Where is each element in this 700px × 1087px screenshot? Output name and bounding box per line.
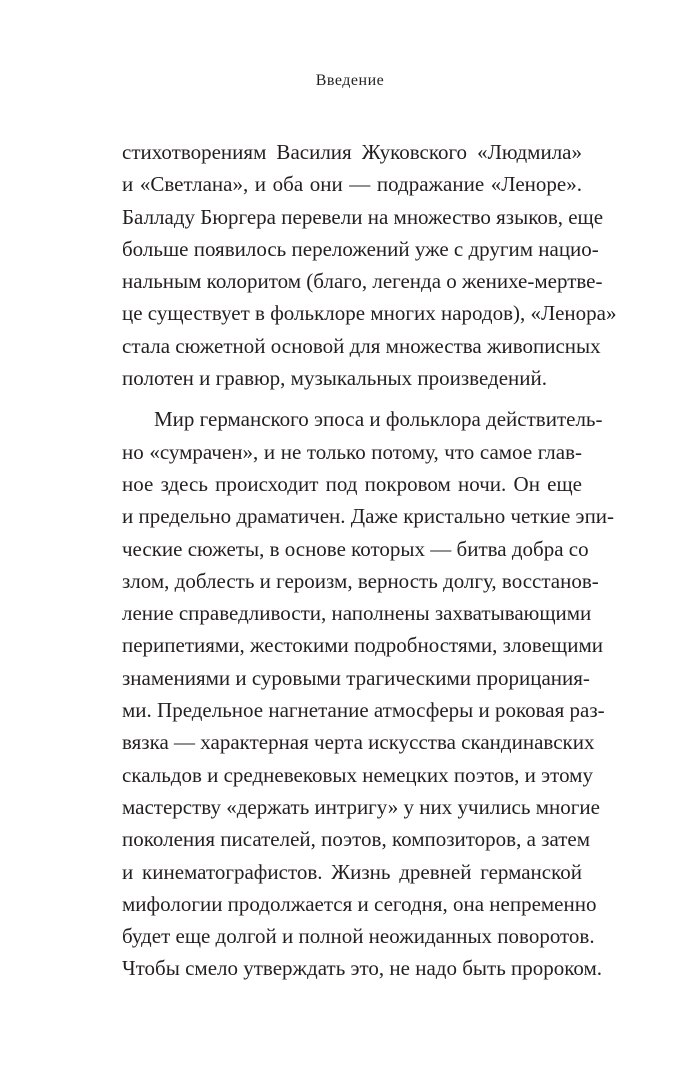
text-line: це существует в фольклоре многих народов), «Ленора» [122,301,617,326]
running-header: Введение [315,72,385,89]
text-line: ное здесь происходит под покровом ночи. Он еще [122,471,582,496]
text-line: полотен и гравюр, музыкальных произведений. [122,366,547,391]
text-line: вязка — характерная черта искусства скандинавских [122,730,595,755]
text-line: будет еще долгой и полной неожиданных поворотов. [122,924,595,949]
text-line: Мир германского эпоса и фольклора действитель- [154,407,603,432]
paragraph-2 [122,403,615,984]
text-line: перипетиями, жестокими подробностями, зловещими [122,633,603,658]
body-text [122,136,617,985]
text-line: знамениями и суровыми трагическими прорицания- [122,665,590,690]
text-line: больше появилось переложений уже с другим нацио- [122,236,599,261]
text-line: стихотворениям Василия Жуковского «Людмила» [122,140,582,164]
text-line: и кинематографистов. Жизнь древней германской [122,859,582,884]
text-line: ми. Предельное нагнетание атмосферы и роковая раз- [122,698,605,723]
text-line: Балладу Бюргера перевели на множество языков, еще [122,204,604,229]
text-line: мифологии продолжается и сегодня, она непременно [122,891,597,916]
text-line: нальным колоритом (благо, легенда о женихе-мертве- [122,269,603,294]
paragraph-spacer [122,394,582,403]
text-line: и предельно драматичен. Даже кристально четкие эпи- [122,504,615,529]
text-line: злом, доблесть и героизм, верность долгу, восстанов- [122,568,599,593]
text-line: но «сумрачен», и не только потому, что самое глав- [122,439,582,464]
text-line: ление справедливости, наполнены захватывающими [122,601,592,626]
text-line: скальдов и средневековых немецких поэтов, и этому [122,762,593,787]
text-line: Чтобы смело утверждать это, не надо быть пророком. [122,956,603,981]
text-line: стала сюжетной основой для множества живописных [122,333,601,358]
text-line: и «Светлана», и оба они — подражание «Леноре». [122,172,582,197]
paragraph-1 [122,136,617,394]
text-line: мастерству «держать интригу» у них учились многие [122,794,600,819]
text-line: ческие сюжеты, в основе которых — битва добра со [122,536,589,561]
text-line: поколения писателей, поэтов, композиторов, а затем [122,827,591,852]
